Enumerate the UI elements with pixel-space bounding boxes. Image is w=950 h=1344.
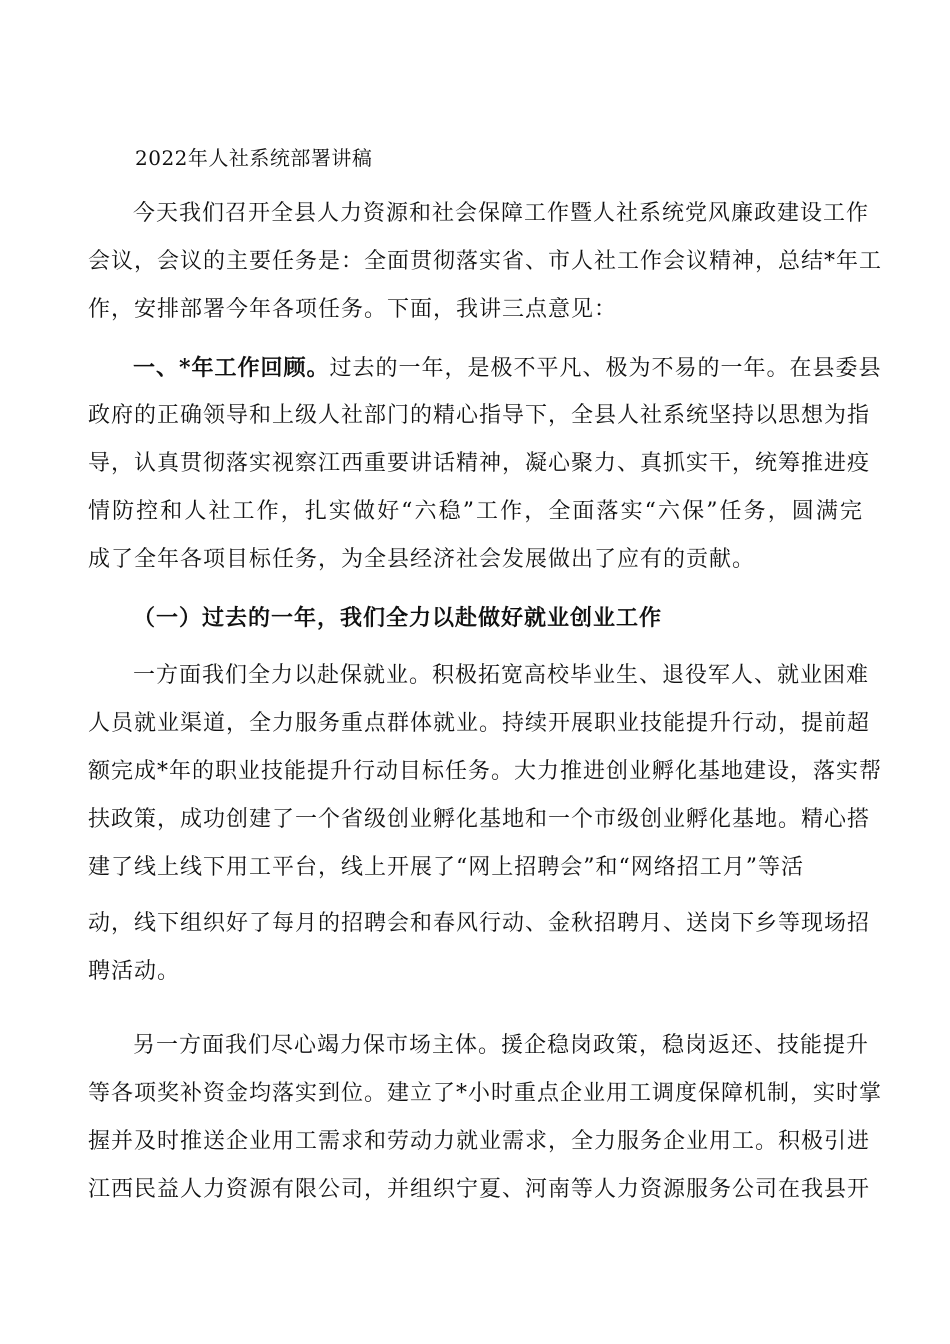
paragraph-line: 江西民益人力资源有限公司，并组织宁夏、河南等人力资源服务公司在我县开 [88,1177,871,1202]
document-title: 2022年人社系统部署讲稿 [135,146,373,170]
paragraph-line: 今天我们召开全县人力资源和社会保障工作暨人社系统党风廉政建设工作 [133,201,870,226]
paragraph-line: 等各项奖补资金均落实到位。建立了*小时重点企业用工调度保障机制，实时掌 [88,1081,883,1106]
paragraph-line: 政府的正确领导和上级人社部门的精心指导下，全县人社系统坚持以思想为指 [88,403,871,428]
paragraph-line: 聘活动。 [88,959,181,984]
paragraph-line: 导，认真贯彻落实视察江西重要讲话精神，凝心聚力、真抓实干，统筹推进疫 [88,451,871,476]
paragraph-line: 人员就业渠道，全力服务重点群体就业。持续开展职业技能提升行动，提前超 [88,711,871,736]
subsection-heading: （一）过去的一年，我们全力以赴做好就业创业工作 [133,605,663,631]
paragraph-line: 建了线上线下用工平台，线上开展了“网上招聘会”和“网络招工月”等活 [88,855,804,880]
paragraph-line: 扶政策，成功创建了一个省级创业孵化基地和一个市级创业孵化基地。精心搭 [88,807,871,832]
paragraph-line: 一方面我们全力以赴保就业。积极拓宽高校毕业生、退役军人、就业困难 [133,663,870,688]
paragraph-line: 动，线下组织好了每月的招聘会和春风行动、金秋招聘月、送岗下乡等现场招 [88,911,871,936]
paragraph-line: 会议，会议的主要任务是：全面贯彻落实省、市人社工作会议精神，总结*年工 [88,249,883,274]
paragraph-line: 作，安排部署今年各项任务。下面，我讲三点意见： [88,297,618,322]
paragraph-text: 过去的一年，是极不平凡、极为不易的一年。在县委县 [329,356,882,381]
section-heading: 一、*年工作回顾。 [133,355,330,381]
paragraph-line: 额完成*年的职业技能提升行动目标任务。大力推进创业孵化基地建设，落实帮 [88,759,883,784]
paragraph-line: 成了全年各项目标任务，为全县经济社会发展做出了应有的贡献。 [88,547,756,572]
section-heading-line [133,348,882,388]
paragraph-line: 握并及时推送企业用工需求和劳动力就业需求，全力服务企业用工。积极引进 [88,1129,871,1154]
paragraph-line: 另一方面我们尽心竭力保市场主体。援企稳岗政策，稳岗返还、技能提升 [133,1033,870,1058]
paragraph-line: 情防控和人社工作，扎实做好“六稳”工作，全面落实“六保”任务，圆满完 [88,499,863,524]
